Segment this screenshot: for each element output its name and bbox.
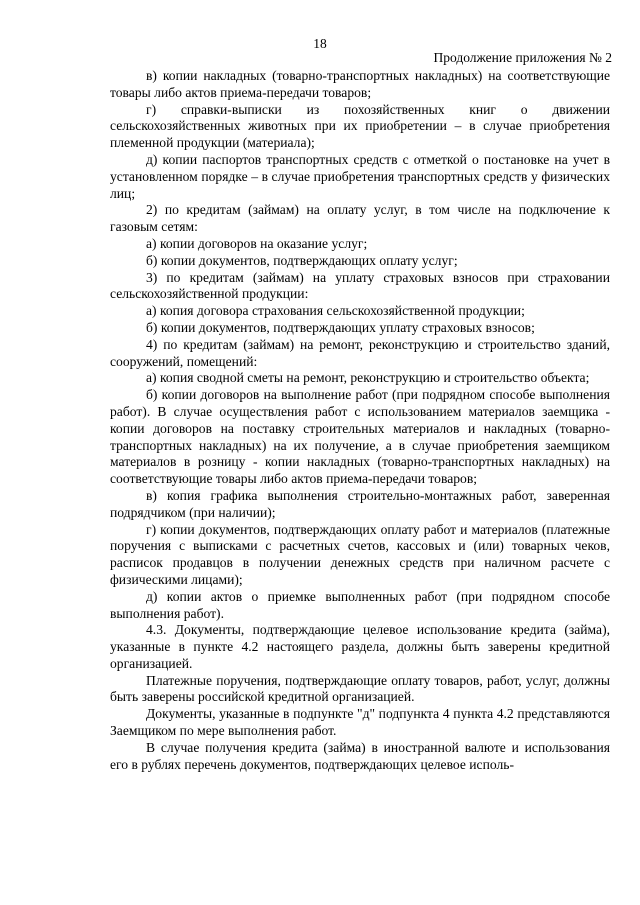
paragraph: 2) по кредитам (займам) на оплату услуг, в том числе на подключение к газовым сетям: xyxy=(110,202,610,235)
appendix-continuation-note: Продолжение приложения № 2 xyxy=(433,50,612,65)
paragraph: в) копии накладных (товарно-транспортных накладных) на соответствующие товары либо актов приема-передачи товаров; xyxy=(110,68,610,100)
paragraph: 4.3. Документы, подтверждающие целевое использование кредита (займа), указанные в пункте 4.2 настоящего раздела, должны быть заверены кредитной организацией. xyxy=(110,622,610,671)
paragraph: Платежные поручения, подтверждающие оплату товаров, работ, услуг, должны быть заверены российской кредитной организацией. xyxy=(110,672,610,705)
paragraph: б) копии документов, подтверждающих оплату услуг; xyxy=(146,252,458,268)
paragraph: 4) по кредитам (займам) на ремонт, реконструкцию и строительство зданий, сооружений, помещений: xyxy=(110,336,610,369)
paragraph: а) копия договора страхования сельскохозяйственной продукции; xyxy=(146,303,525,319)
paragraph: г) копии документов, подтверждающих оплату работ и материалов (платежные поручения с выписками с расчетных счетов, кассовых и (или) товарных чеков, расписок продавцов в получении денежных средств при наличном расчете с физическими лицами); xyxy=(110,521,610,587)
paragraph: в) копия графика выполнения строительно-монтажных работ, заверенная подрядчиком (при наличии); xyxy=(110,487,610,520)
paragraph: 3) по кредитам (займам) на уплату страховых взносов при страховании сельскохозяйственной продукции: xyxy=(110,269,610,302)
paragraph: В случае получения кредита (займа) в иностранной валюте и использования его в рублях перечень документов, подтверждающих целевое исполь- xyxy=(110,739,610,772)
page-number: 18 xyxy=(313,36,327,51)
paragraph: б) копии документов, подтверждающих уплату страховых взносов; xyxy=(146,319,535,335)
paragraph: а) копия сводной сметы на ремонт, реконструкцию и строительство объекта; xyxy=(146,370,590,386)
paragraph: д) копии актов о приемке выполненных работ (при подрядном способе выполнения работ). xyxy=(110,588,610,621)
paragraph: б) копии договоров на выполнение работ (при подрядном способе выполнения работ). В случае осуществления работ с использованием материалов заемщика - копии договоров на поставку строительных материалов и накладных (товарно-транспортных накладных) на их получение, а в случае приобретения заемщиком материалов в розницу - копии накладных (товарно-транспортных накладных) на соответствующие товары либо актов приема-передачи товаров; xyxy=(110,387,610,487)
paragraph: г) справки-выписки из похозяйственных книг о движении сельскохозяйственных животных при их приобретении – в случае приобретения племенной продукции (материала); xyxy=(110,101,610,151)
document-body xyxy=(110,68,610,773)
paragraph: Документы, указанные в подпункте "д" подпункта 4 пункта 4.2 представляются Заемщиком по мере выполнения работ. xyxy=(110,706,610,739)
paragraph: д) копии паспортов транспортных средств с отметкой о постановке на учет в установленном порядке – в случае приобретения транспортных средств у физических лиц; xyxy=(110,151,610,201)
paragraph: а) копии договоров на оказание услуг; xyxy=(146,235,368,251)
